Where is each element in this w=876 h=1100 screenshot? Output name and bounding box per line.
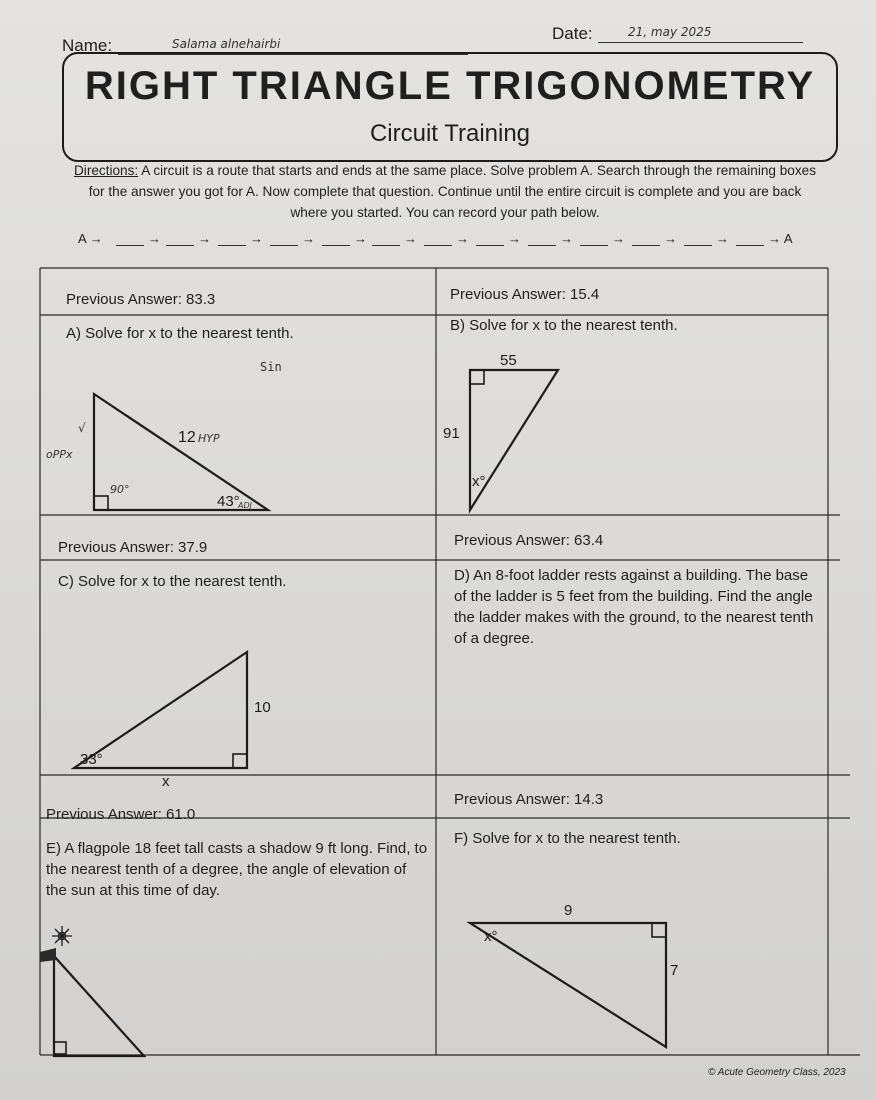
path-arrow: → (404, 231, 417, 246)
box-d-previous-answer: Previous Answer: 63.4 (454, 532, 604, 549)
box-b-question: B) Solve for x to the nearest tenth. (450, 317, 678, 334)
date-value[interactable]: 21, may 2025 (628, 25, 712, 39)
note-opp: oPPx (46, 448, 73, 461)
note-adj: ADJ (238, 501, 252, 510)
path-arrow: → (302, 231, 315, 246)
box-e-flagpole-figure (40, 920, 190, 1060)
path-arrow: → (148, 231, 161, 246)
right-angle-marker (94, 496, 108, 510)
label-top: 9 (564, 902, 573, 919)
note-right-angle: 90° (110, 483, 130, 496)
box-f-triangle-figure (440, 895, 680, 1055)
date-label: Date: (552, 24, 593, 43)
page-subtitle: Circuit Training (369, 120, 531, 147)
label-right: 10 (254, 699, 271, 716)
right-angle-marker (233, 754, 247, 768)
triangle-e (54, 956, 144, 1056)
path-arrow: → (560, 231, 573, 246)
box-e-question: E) A flagpole 18 feet tall casts a shadow 9 ft long. Find, to the nearest tenth of a degree, the angle of elevation of the sun at this time of day. (46, 840, 428, 899)
box-a-previous-answer: Previous Answer: 83.3 (66, 291, 216, 308)
right-angle-marker (470, 370, 484, 384)
sun-icon (52, 926, 72, 946)
box-c-question: C) Solve for x to the nearest tenth. (58, 573, 287, 590)
path-arrow: → (456, 231, 469, 246)
box-d-question: D) An 8-foot ladder rests against a building. The base of the ladder is 5 feet from the building. Find the angle the ladder makes with the ground, to the nearest tenth of a degree. (454, 567, 814, 647)
right-angle-marker (652, 923, 666, 937)
path-arrow: → (716, 231, 729, 246)
label-top: 55 (500, 352, 517, 369)
label-angle: x° (472, 473, 486, 490)
label-angle: 43° (217, 493, 240, 510)
directions-text: A circuit is a route that starts and ends at the same place. Solve problem A. Search through the remaining boxes for the answer you got for A. Now complete that question. Continue until the entire circuit is complete and you are back where you started. You can record your path below. (88, 163, 817, 220)
box-b-triangle-figure (440, 350, 640, 520)
flag-icon (40, 948, 56, 962)
box-c-triangle-figure (40, 640, 300, 790)
note-hyp: HYP (198, 432, 220, 445)
label-angle: 33° (80, 751, 103, 768)
note-sin: Sin (260, 360, 282, 374)
note-check: √ (78, 421, 86, 435)
label-angle: x° (484, 928, 498, 945)
path-arrow: → (508, 231, 521, 246)
box-a-triangle-figure (40, 350, 340, 520)
label-hypotenuse: 12 (178, 429, 196, 446)
box-a-question: A) Solve for x to the nearest tenth. (66, 325, 294, 342)
name-label: Name: (62, 36, 113, 55)
name-value[interactable]: Salama alnehairbi (172, 37, 281, 51)
box-f-question: F) Solve for x to the nearest tenth. (454, 830, 681, 847)
path-arrow: → (198, 231, 211, 246)
path-arrow: → (612, 231, 625, 246)
box-b-previous-answer: Previous Answer: 15.4 (450, 286, 600, 303)
box-e-previous-answer: Previous Answer: 61.0 (46, 806, 196, 823)
right-angle-marker (54, 1042, 66, 1054)
directions-label: Directions: (73, 163, 139, 178)
label-right: 7 (670, 962, 679, 979)
path-arrow: → (250, 231, 263, 246)
triangle-f (470, 923, 666, 1047)
page-title: RIGHT TRIANGLE TRIGONOMETRY (84, 64, 816, 108)
box-c-previous-answer: Previous Answer: 37.9 (58, 539, 208, 556)
path-start: A → (78, 231, 103, 246)
copyright-footer: © Acute Geometry Class, 2023 (708, 1067, 846, 1078)
box-f-previous-answer: Previous Answer: 14.3 (454, 791, 604, 808)
path-end: → A (768, 231, 793, 246)
label-bottom: x (162, 773, 170, 790)
path-arrow: → (664, 231, 677, 246)
label-left: 91 (443, 425, 460, 442)
path-arrow: → (354, 231, 367, 246)
